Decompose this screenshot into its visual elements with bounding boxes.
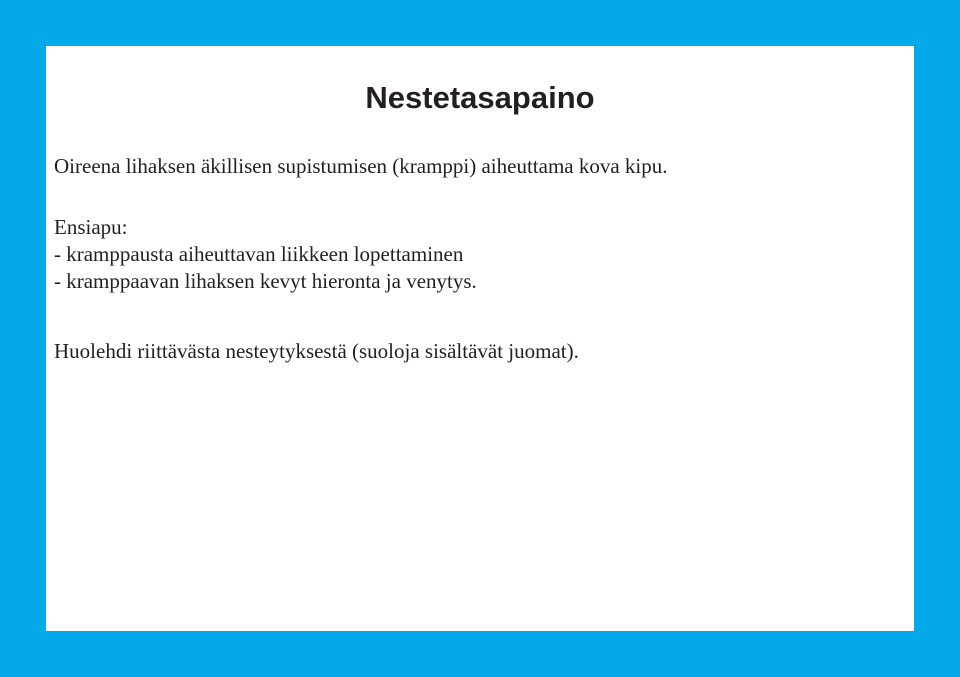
first-aid-step: - kramppaavan lihaksen kevyt hieronta ja venytys.	[54, 269, 477, 293]
advice-text: Huolehdi riittävästa nesteytyksestä (suoloja sisältävät juomat).	[54, 339, 579, 363]
symptom-text: Oireena lihaksen äkillisen supistumisen (kramppi) aiheuttama kova kipu.	[54, 154, 668, 178]
first-aid-step: - kramppausta aiheuttavan liikkeen lopettaminen	[54, 242, 464, 266]
card-title: Nestetasapaino	[365, 80, 595, 115]
first-aid-heading: Ensiapu:	[54, 215, 128, 239]
info-card	[46, 46, 914, 631]
first-aid-section	[54, 214, 477, 295]
